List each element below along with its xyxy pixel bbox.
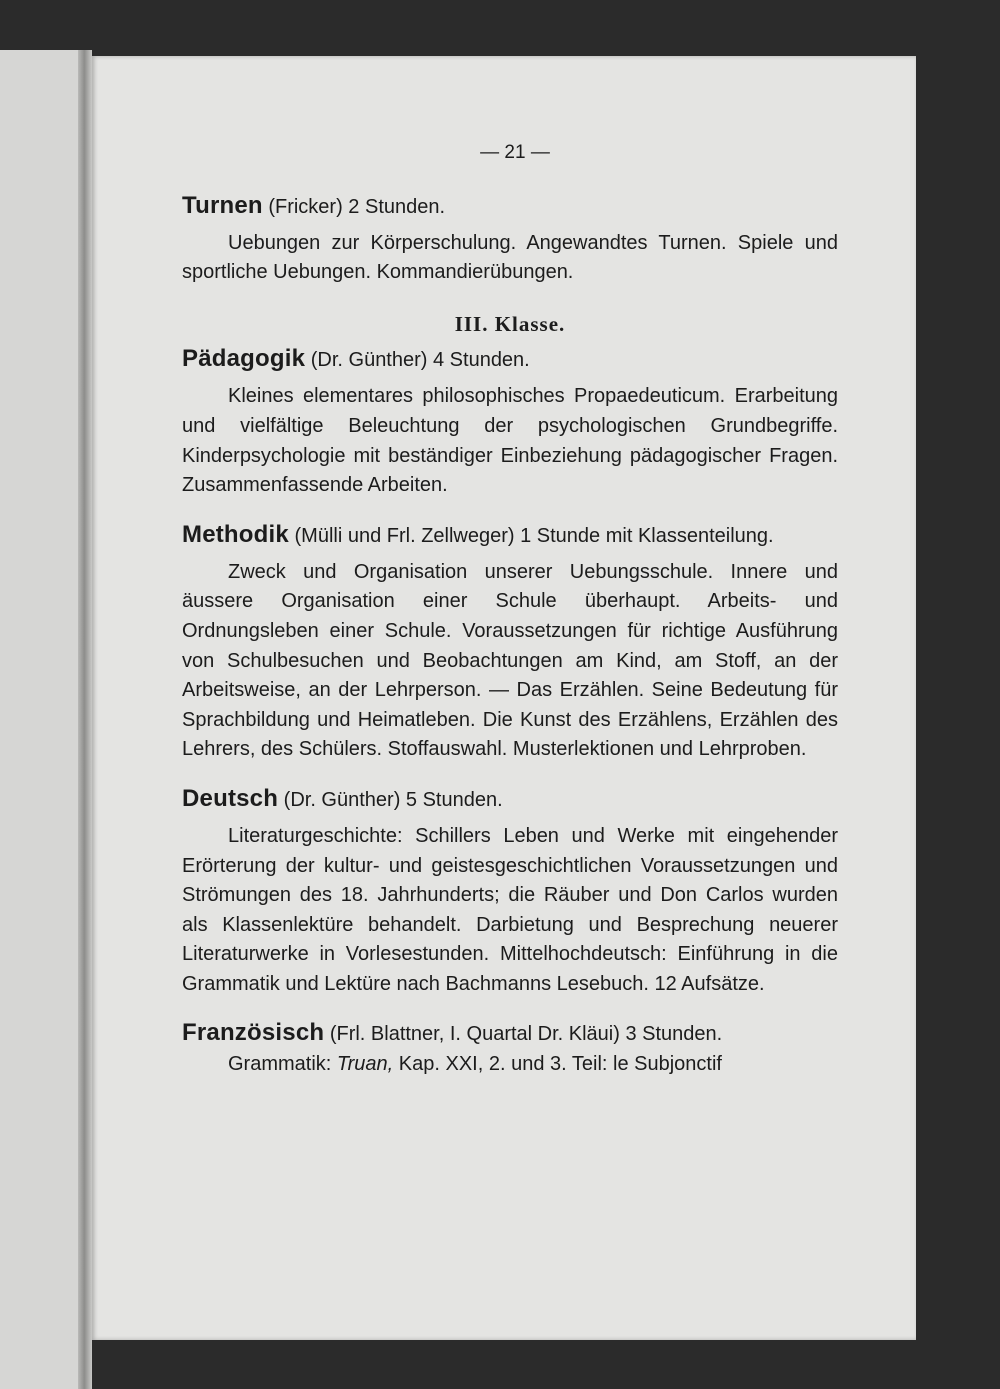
section-text-deutsch: Literaturgeschichte: Schillers Leben und Werke mit eingehender Erörterung der kultur- und geistesgeschichtlichen Voraussetzungen und Strömungen des 18. Jahrhunderts; die Räuber und Don Carlos wurden als Klassenlektüre behandelt. Darbietung und Besprechung neuerer Literaturwerke in Vorlesestunden. Mittelhochdeutsch: Einführung in die Grammatik und Lektüre nach Bachmanns Lesebuch. 12 Aufsätze. [182,824,838,995]
section-text-franzoesisch [182,1050,838,1080]
subject-title: Deutsch [182,784,279,812]
page-content [182,138,838,1080]
page-number: — 21 — [480,142,550,163]
subject-title: Pädagogik [182,345,306,373]
text-grammar-label: Grammatik: [228,1053,332,1076]
subject-title: Französisch [182,1019,325,1047]
subject-details: (Frl. Blattner, I. Quartal Dr. Kläui) 3 Stunden. [329,1023,723,1046]
subject-title: Methodik [182,520,289,548]
class-heading: III. Klasse. [454,311,566,336]
section-heading-paedagogik [182,343,838,376]
section-text-paedagogik: Kleines elementares philosophisches Propaedeuticum. Erarbeitung und vielfältige Beleuchtung der psychologischen Grundbegriffe. Kinderpsychologie mit beständiger Einbeziehung pädagogischer Fragen. Zusammenfassende Arbeiten. [182,385,838,497]
subject-title: Turnen [182,191,263,219]
text-chapter-ref: Kap. XXI, 2. und 3. Teil: le Subjonctif [398,1053,722,1076]
document-page [92,56,916,1340]
text-author-italic: Truan, [336,1053,394,1076]
section-heading-deutsch [182,783,838,816]
section-heading-turnen [182,190,838,223]
book-gutter [78,50,92,1389]
section-heading-methodik [182,519,838,552]
facing-page-edge [0,50,82,1389]
subject-details: (Dr. Günther) 5 Stunden. [283,788,503,811]
section-text-turnen: Uebungen zur Körperschulung. Angewandtes Turnen. Spiele und sportliche Uebungen. Kommandierübungen. [182,231,838,284]
subject-details: (Dr. Günther) 4 Stunden. [310,349,530,372]
section-text-methodik: Zweck und Organisation unserer Uebungsschule. Innere und äussere Organisation einer Schule überhaupt. Arbeits- und Ordnungsleben einer Schule. Voraussetzungen für richtige Ausführung von Schulbesuchen und Beobachtungen am Kind, am Stoff, an der Arbeitsweise, an der Lehrperson. — Das Erzählen. Seine Bedeutung für Sprachbildung und Heimatleben. Die Kunst des Erzählens, Erzählen des Lehrers, des Schülers. Stoffauswahl. Musterlektionen und Lehrproben. [182,560,838,761]
subject-details: (Mülli und Frl. Zellweger) 1 Stunde mit Klassenteilung. [294,524,774,547]
subject-details: (Fricker) 2 Stunden. [268,195,446,218]
section-heading-franzoesisch [182,1017,838,1050]
